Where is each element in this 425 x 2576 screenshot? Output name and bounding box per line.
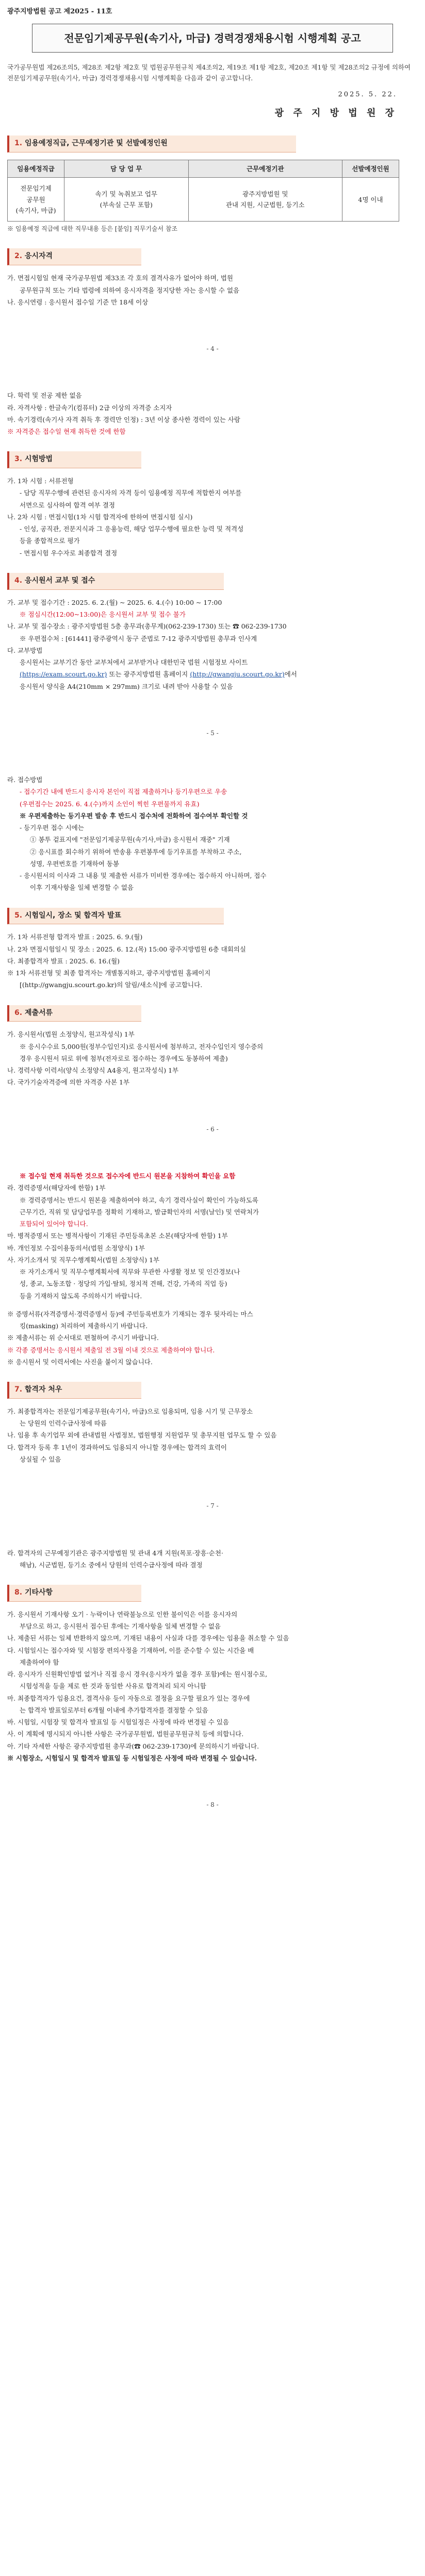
list-item: 가. 교부 및 접수기간 : 2025. 6. 2.(월) ~ 2025. 6. 4.(수) 10:00 ~ 17:00 [7,598,222,606]
list-item: 라. 경력증명서(해당자에 한함) 1부 [7,1184,106,1192]
list-item: 나. 2차 시험 : 면접시험(1차 시험 합격자에 한하여 면접시험 실시) [7,513,193,521]
announcement-date: 2025. 5. 22. [338,90,397,98]
intro-text: 국가공무원법 제26조의5, 제28조 제2항 제2호 및 법원공무원규칙 제4조의2, 제19조 제1항 제2호, 제20조 제1항 및 제28조의2 규정에 의하여 전문임기제공무원(속기사, 마급) 경력경쟁채용시험 시행계획을 다음과 같이 공고합니다. [7,63,411,82]
list-item: 사. 자기소개서 및 직무수행계획서(법원 소정양식) 1부 [7,1256,160,1264]
list-item: ① 봉투 겉표지에 "전문임기제공무원(속기사,마급) 응시원서 재중" 기재 [30,836,230,844]
list-item: 사. 이 계획에 명시되지 아니한 사항은 국가공무원법, 법원공무원규칙 등에 의합니다. [7,1730,244,1738]
list-note: 포함되어 있어야 합니다. [20,1220,88,1228]
list-note: ※ 자기소개서 및 직무수행계획서에 직무와 무관한 사생활 정보 및 인간경보(나 [20,1268,240,1276]
list-item: 나. 응시연령 : 응시원서 접수일 기준 만 18세 이상 [7,298,149,306]
list-note: ※ 응시원서 및 이력서에는 사진을 붙이지 않습니다. [7,1358,153,1366]
table-cell-office: 광주지방법원 및 관내 지원, 시군법원, 등기소 [188,178,342,222]
list-item: 서면으로 심사하여 합격 여부 결정 [20,501,115,509]
court-homepage-link[interactable]: (http://gwangju.scourt.go.kr) [190,670,285,679]
page-number: - 8 - [206,1801,219,1809]
table-header: 선발예정인원 [342,160,399,178]
section-8-heading: 8. 기타사항 [7,1585,141,1602]
list-note: ※ 응시수수료 5,000원(정부수입인지)로 응시원서에 첨부하고, 전자수입인지 영수증의 [20,1042,264,1050]
list-item: (https://exam.scourt.go.kr) 또는 광주지방법원 홈페이지 (http://gwangju.scourt.go.kr)에서 [20,670,297,679]
section-4-heading: 4. 응시원서 교부 및 접수 [7,573,224,590]
list-item: 가. 1차 시험 : 서류전형 [7,477,74,485]
list-item: (우편접수는 2025. 6. 4.(수)까지 소인이 찍힌 우편물까지 유효) [20,800,200,808]
notice-number: 광주지방법원 공고 제2025 - 11호 [7,8,112,15]
section-7-heading: 7. 합격자 처우 [7,1382,141,1399]
list-item: 다. 합격자 등록 후 1년이 경과하여도 임용되지 아니할 경우에는 합격의 효력이 [7,1443,227,1451]
list-item: 나. 경력사항 이력서(양식 소정양식 A4용지, 원고작성식) 1부 [7,1066,179,1075]
list-item: 가. 1차 서류전형 합격자 발표 : 2025. 6. 9.(월) [7,933,143,941]
page-number: - 4 - [206,345,219,353]
list-item: - 접수기간 내에 반드시 응시자 본인이 직접 제출하거나 등기우편으로 우송 [20,788,227,796]
list-item: 상실될 수 있음 [20,1455,61,1463]
list-note: 성, 종교, 노동조합 · 정당의 가입·탈퇴, 정치적 견해, 건강, 가족의 직업 등) [20,1280,227,1288]
list-note: ※ 제출서류는 위 순서대로 편철하여 주시기 바랍니다. [7,1334,159,1342]
exam-site-link[interactable]: (https://exam.scourt.go.kr) [20,670,107,679]
section-2-heading: 2. 응시자격 [7,248,141,265]
list-note: ※ 접수일 현재 취득한 것으로 접수자에 반드시 원본을 지참하여 확인을 요함 [20,1172,236,1180]
list-note: [(http://gwangju.scourt.go.kr)의 알림/새소식]에 공고합니다. [20,981,203,989]
table-cell-count: 4명 이내 [342,178,399,222]
list-item: 성명, 우편번호를 기재하여 동봉 [30,859,119,868]
list-item: - 면접시험 우수자로 최종합격 결정 [20,549,118,557]
list-item: 다. 교부방법 [7,646,43,654]
court-name: 광 주 지 방 법 원 장 [274,107,397,118]
list-item: 라. 자격사항 : 한글속기(컴퓨터) 2급 이상의 자격증 소지자 [7,403,172,412]
list-item: 마. 최종합격자가 임용요건, 결격사유 등이 자동으로 결정을 요구할 필요가 있는 경우에 [7,1694,250,1702]
list-note: ※ 시험장소, 시험일시 및 합격자 발표일 등 시험일정은 사정에 따라 변경될 수 있습니다. [7,1754,257,1762]
list-item: 해남), 시군법원, 등기소 중에서 당원의 인력수급사정에 따라 결정 [20,1561,203,1569]
list-note: 킹(masking) 처리하여 제출하시기 바랍니다. [20,1322,148,1330]
list-item: 는 합격자 발표일로부터 6개월 이내에 추가합격자를 결정할 수 있음 [20,1706,208,1714]
list-note: ※ 경력증명서는 반드시 원본을 제출하여야 하고, 속기 경력사실이 확인이 가능하도록 [20,1196,258,1204]
table-row [8,178,399,222]
list-item: 공무원규칙 또는 기타 법령에 의하여 응시자격을 정지당한 자는 응시할 수 없음 [20,286,240,294]
list-note: ※ 1차 서류전형 및 최종 합격자는 개별통지하고, 광주지방법원 홈페이지 [7,969,211,977]
list-note: 경우 응시원서 뒤로 위에 첨부(전자로로 접수하는 경우에도 동봉하여 제출) [20,1054,228,1062]
list-item: 마. 병적증명서 또는 병적사항이 기재된 주민등록초본 소본(해당자에 한함) 1부 [7,1232,228,1240]
list-item: 가. 응시원서 기재사항 오기 · 누락이나 연락불능으로 인한 불이익은 이를 응시자의 [7,1610,238,1618]
section-6-heading: 6. 제출서류 [7,1005,141,1022]
list-item: 응시원서 양식을 A4(210mm × 297mm) 크기로 내려 받아 사용할 수 있음 [20,682,233,690]
list-item: ② 응시표를 회수하기 위하여 반송용 우편봉투에 등기우표를 부착하고 주소, [30,848,242,856]
list-item: 가. 면접시험일 현재 국가공무원법 제33조 각 호의 결격사유가 없어야 하며, 법원 [7,274,233,282]
list-note: ※ 우편접수처 : [61441] 광주광역시 동구 준법로 7-12 광주지방법원 총무과 인사계 [20,634,257,642]
list-note: ※ 자격증은 접수일 현재 취득한 것에 한함 [7,428,126,436]
list-note: ※ 우편제출하는 등기우편 발송 후 반드시 접수처에 전화하여 접수여부 확인할 것 [20,811,248,820]
list-note: 근무기간, 직위 및 담당업무를 정확히 기재하고, 발급확인자의 서명(날인) 및 연락처가 [20,1208,259,1216]
list-item: 나. 임용 후 속기업무 외에 관내법원 사법정보, 법원행정 지원업무 및 총무지원 업무도 할 수 있음 [7,1431,277,1439]
table-header-row [8,160,399,178]
list-item: 라. 응시자가 신원확인방법 없거나 직접 응시 경우(응시자가 없을 경우 포함)에는 원시점수로, [7,1670,268,1679]
list-item: - 인성, 공직관, 전문지식과 그 응용능력, 해당 업무수행에 필요한 능력 및 적격성 [20,525,244,533]
list-item: - 담당 직무수행에 관련된 응시자의 자격 등이 임용예정 직무에 적합한지 여부를 [20,489,242,497]
list-item: 라. 접수방법 [7,776,43,784]
section-1-heading: 1. 임용예정직급, 근무예정기관 및 선발예정인원 [7,135,296,152]
list-item: 등을 종합적으로 평가 [20,537,80,545]
page-number: - 7 - [206,1502,219,1510]
list-item: 제출하여야 함 [20,1658,59,1666]
list-item: 부담으로 하고, 응시원서 접수된 후에는 기재사항을 일체 변경할 수 없음 [20,1622,221,1631]
list-item: 바. 시험일, 시험장 및 합격자 발표일 등 시험일정은 사정에 따라 변경될 수 있음 [7,1718,229,1726]
list-note: 등을 기재하지 않도록 주의하시기 바랍니다. [20,1292,142,1300]
page-title: 전문임기제공무원(속기사, 마급) 경력경쟁채용시험 시행계획 공고 [32,24,393,53]
page-number: - 6 - [206,1125,219,1133]
section-3-heading: 3. 시험방법 [7,451,141,468]
list-item: 바. 개인정보 수집이용동의서(법원 소정양식) 1부 [7,1244,145,1252]
list-item: 마. 속기경력(속기사 자격 취득 후 경력만 인정) : 3년 이상 종사한 경력이 있는 사람 [7,415,240,423]
list-item: 라. 합격자의 근무예정기관은 광주지방법원 및 관내 4개 지원(목포·장흥·순천· [7,1549,223,1557]
list-note: ※ 점심시간(12:00~13:00)은 응시원서 교부 및 접수 불가 [20,611,186,618]
list-item: - 응시원서의 이사과 그 내용 및 제출한 서류가 미비한 경우에는 접수하지 아니하며, 접수 [20,872,267,880]
list-item: 나. 제출된 서류는 일체 반환하지 않으며, 기재된 내용이 사실과 다를 경우에는 임용을 취소할 수 있음 [7,1634,289,1642]
list-item: 가. 최종합격자는 전문임기제공무원(속기사, 마급)으로 임용되며, 임용 시기 및 근무장소 [7,1407,253,1415]
table-cell-grade: 전문임기제 공무원 (속기사, 마급) [8,178,64,222]
list-item: 는 당원의 인력수급사정에 따름 [20,1419,107,1428]
list-note: ※ 증명서류(자격증명서·경력증명서 등)에 주민등록번호가 기재되는 경우 뒷자리는 마스 [7,1310,253,1318]
table-note: ※ 임용예정 직급에 대한 직무내용 등은 [붙임] 직무기술서 참조 [7,225,178,233]
list-item: 다. 최종합격자 발표 : 2025. 6. 16.(월) [7,957,120,965]
list-item: 다. 국가기술자격증에 의한 자격증 사본 1부 [7,1078,130,1087]
table-header: 담 당 업 무 [64,160,189,178]
section-5-heading: 5. 시험일시, 장소 및 합격자 발표 [7,908,224,925]
list-item: 아. 기타 자세한 사항은 광주지방법원 총무과(☎ 062-239-1730)에 문의하시기 바랍니다. [7,1742,259,1750]
list-item: 가. 응시원서(법원 소정양식, 원고작성식) 1부 [7,1030,135,1039]
list-item: 시험성적을 등을 제로 한 것과 동일한 사유로 합격처리 되지 아니함 [20,1682,206,1690]
list-item: 다. 학력 및 전공 제한 없음 [7,392,82,400]
list-item: 응시원서는 교부기간 동안 교부처에서 교부받거나 대한민국 법원 시험정보 사이트 [20,658,248,666]
table-header: 임용예정직급 [8,160,64,178]
position-table [7,160,399,222]
list-item: 나. 2차 면접시험일시 및 장소 : 2025. 6. 12.(목) 15:00 광주지방법원 6층 대회의실 [7,945,246,953]
list-item: 나. 교부 및 접수장소 : 광주지방법원 5층 총무과(총무계)(062-239-1730) 또는 ☎ 062-239-1730 [7,622,287,631]
page-number: - 5 - [206,729,219,737]
table-header: 근무예정기관 [188,160,342,178]
list-item: 다. 시험일시는 접수자와 및 시험장 편의사정을 기재하여, 이를 준수할 수 있는 시간을 배 [7,1646,254,1654]
table-cell-duty: 속기 및 녹취보고 업무 (부속실 근무 포함) [64,178,189,222]
list-note: ※ 각종 증명서는 응시원서 제출일 전 3월 이내 것으로 제출하여야 합니다. [7,1346,215,1354]
list-item: 이후 기재사항을 일체 변경할 수 없음 [30,884,134,892]
list-item: - 등기우편 접수 시에는 [20,824,84,832]
